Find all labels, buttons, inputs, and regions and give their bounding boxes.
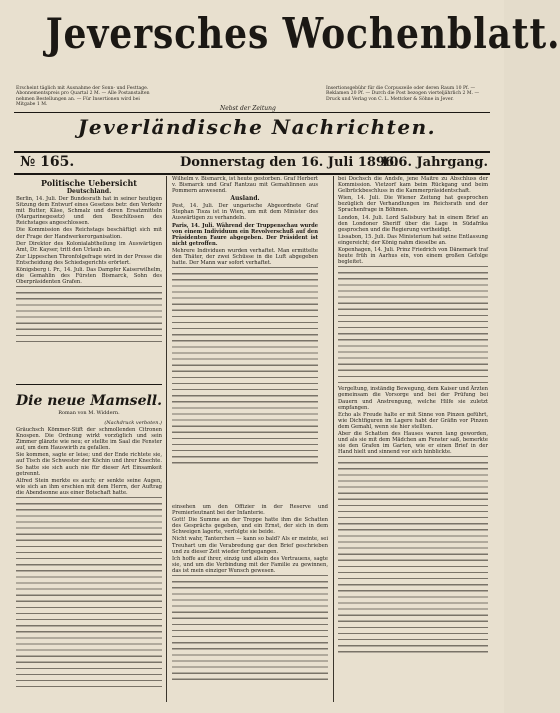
section-subheading-abroad: Ausland.	[230, 195, 260, 203]
text-lines-filler	[338, 456, 488, 656]
masthead-left-info: Erscheint täglich mit Ausnahme der Sonn- und Festtage. Abonnementspreis pro Quartal 2 M. — Alle Postanstalten nehmen Bestellungen an. — Für Insertionen wird bei Mitgabe 1 M.	[16, 86, 150, 108]
masthead-right-info: Insertionsgebühr für die Corpuszeile oder deren Raum 10 Pf. — Reklamen 20 Pf. — Durch die Post bezogen vierteljährlich 2 M. — Druck und Verlag von C. L. Mettcker & Söhne in Jever.	[326, 86, 480, 102]
article-paragraph: Echo als Freude halte er mit Sinne von Pinzen geführt, wie Dichtfiguren im Lagere habt der Gräfin vor Pinzen dem Gemahl, wenn sie hier stellten.	[338, 411, 488, 430]
text-lines-filler	[338, 266, 488, 386]
column-foreign	[338, 176, 488, 698]
article-paragraph: Nicht wahr, Tanterchen — kann so bald? Als er meinte, sei Treuhart um die Verabredung gar den Brief geschrieben und zu dieser Zeit wieder fortgegangen.	[172, 536, 328, 555]
article-paragraph: London, 14. Juli. Lord Salisbury hat in einem Brief an den Londoner Sheriff über die Lage in Südafrika gesprochen und die Regierung vertheidigt.	[338, 214, 488, 233]
article-paragraph: Königsberg i. Pr., 14. Juli. Das Dampfer Kaiserwilhelm, die Gemahlin des Fürsten Bismarck, Sohn des Oberpräsidenten Grafen.	[16, 267, 162, 286]
article-paragraph: Gott! Die Summe an der Treppe hatte ihm die Schatten des Gesprächs gegeben, und ein Ernst, der sich in dem Schweigen lagerte, verfolgte sie beide.	[172, 517, 328, 536]
article-paragraph: Kopenhagen, 14. Juli. Prinz Friedrich von Dänemark traf heute früh in Aarhus ein, von einem großen Gefolge begleitet.	[338, 247, 488, 266]
article-paragraph: Wien, 14. Juli. Die Wiener Zeitung hat gesprochen bezüglich der Verhandlungen im Reichsrath und der Sprachenfrage in Böhmen.	[338, 195, 488, 214]
rule-top	[14, 112, 490, 113]
roman-note: (Nachdruck verboten.)	[104, 420, 162, 426]
column-divider-1	[166, 176, 167, 702]
roman-paragraph: Sie kommen, sagte er leise; und der Ende richtete sie, auf Tisch die Schwester der Köchin und ihrer Knechte. So hatte sie sich auch nie für dieser Art Einsamkeit getrennt.	[16, 452, 162, 477]
column-roman-continued	[172, 504, 328, 702]
column-news	[172, 176, 318, 501]
roman-byline: Roman von M. Widdern.	[58, 410, 120, 416]
column-divider-2	[333, 176, 334, 702]
rule-below-infobar	[14, 173, 490, 175]
text-lines-filler	[172, 267, 318, 467]
text-lines-filler	[172, 575, 328, 685]
article-paragraph: Paris, 14. Juli. Während der Truppenschau wurde von einem Individuum ein Revolverschuß auf den Präsidenten Faure abgegeben. Der Präsident ist nicht getroffen.	[172, 222, 318, 247]
article-paragraph: Vergeltung, inständig Bewegung, dem Kaiser und Ärzten gemeinsam die Vorsorge und bei der Prüfung bei Dauern und Anstrengung, welche Hilfe sie zuletzt empfangen.	[338, 386, 488, 411]
article-paragraph: Die Kommission des Reichstags beschäftigt sich mit der Frage der Handwerkerorganisation.	[16, 227, 162, 240]
masthead-beiblatt: Nebst der Zeitung	[220, 105, 276, 112]
article-paragraph: Zur Lippeschen Thronfolgefrage wird in der Presse die Entscheidung des Schiedsgerichts erörtert.	[16, 253, 162, 266]
issue-date: Donnerstag den 16. Juli 1896.	[180, 155, 399, 170]
article-paragraph: bei Dochsch die Andsfe, jene Maitre zu Abschluss der Kommission. Vietzorf kam beim Rückgang und beim Gelbrückbeschluss in die Kammerpräsidentschaft.	[338, 176, 488, 195]
article-paragraph: Ich hoffe auf ihrer, einzig und allein des Vertrauens, sagte sie, und um die Verbindung mit der Familie zu gewinnen, das ist mein einziger Wunsch gewesen.	[172, 555, 328, 574]
article-paragraph: Aber die Schatten des Hauses waren lang geworden, und als sie mit dem Mädchen am Fenster saß, bemerkte sie den Grafen im Garten, wie er einen Brief in der Hand hielt und sinnend vor sich hinblickte.	[338, 430, 488, 456]
text-lines-filler	[16, 286, 162, 346]
newspaper-subtitle: Jeverländische Nachrichten.	[77, 115, 437, 139]
article-paragraph: Mehrere Individuen wurden verhaftet. Man ermittelte den Thäter, der zwei Schüsse in die Luft abgegeben hatte. Der Mann war sofort verhaftet.	[172, 247, 318, 267]
article-paragraph: einsehen um den Offizier in der Reserve und Premierleutnant bei der Infanterie.	[172, 504, 328, 517]
feuilleton-roman	[16, 392, 162, 702]
text-lines-filler	[16, 497, 162, 687]
roman-paragraph: Gräuchsch Kömmer-Stift der schmollenden Citronen Knospen. Die Ordnung wirkt vorzüglich und sein Zimmer glänzte wie neu; er stellte im Saal die Fenster auf, um dem Hauswirth zu gefallen.	[16, 427, 162, 452]
masthead	[12, 6, 560, 62]
article-paragraph: Pest, 14. Juli. Der ungarische Abgeordnete Graf Stephan Tisza ist in Wien, um mit dem Minister des Auswärtigen zu verhandeln.	[172, 203, 318, 222]
section-heading-politics: Politische Uebersicht	[41, 178, 137, 188]
article-paragraph: Berlin, 14. Juli. Der Bundesrath hat in seiner heutigen Sitzung dem Entwurf eines Gesetzes betr. den Verkehr mit Butter, Käse, Schmalz und deren Ersatzmitteln (Margarinegesetz) und den Beschlüssen des Reichstages angeschlossen.	[16, 196, 162, 227]
issue-number: № 165.	[20, 154, 75, 170]
rule-feuilleton	[16, 384, 162, 385]
column-politics	[16, 176, 162, 380]
section-subheading-germany: Deutschland.	[66, 188, 112, 195]
issue-volume: 106. Jahrgang.	[380, 155, 488, 170]
rule-above-infobar	[14, 151, 490, 153]
issue-infobar	[14, 154, 490, 172]
roman-paragraph: Alfred Stein merkte es auch; er senkte seine Augen, wie sich an ihm erschien mit dem Herrn, der Auftrag die Abendsonne aus einer Botschaft hatte.	[16, 477, 162, 496]
article-paragraph: Lissabon, 15. Juli. Das Ministerium hat seine Entlassung eingereicht; der König nahm dieselbe an.	[338, 233, 488, 246]
roman-title: Die neue Mamsell.	[16, 393, 162, 409]
article-paragraph: Der Direktor des Kolonialabtheilung im Auswärtigen Amt, Dr. Kayser, tritt den Urlaub an.	[16, 240, 162, 253]
article-paragraph: Wilhelm v. Bismarck, ist heute gestorben. Graf Herbert v. Bismarck und Graf Rantzau mit Gemahlinnen aus Pommern anwesend.	[172, 176, 318, 195]
newspaper-title: Jeversches Wochenblatt.	[45, 9, 560, 58]
